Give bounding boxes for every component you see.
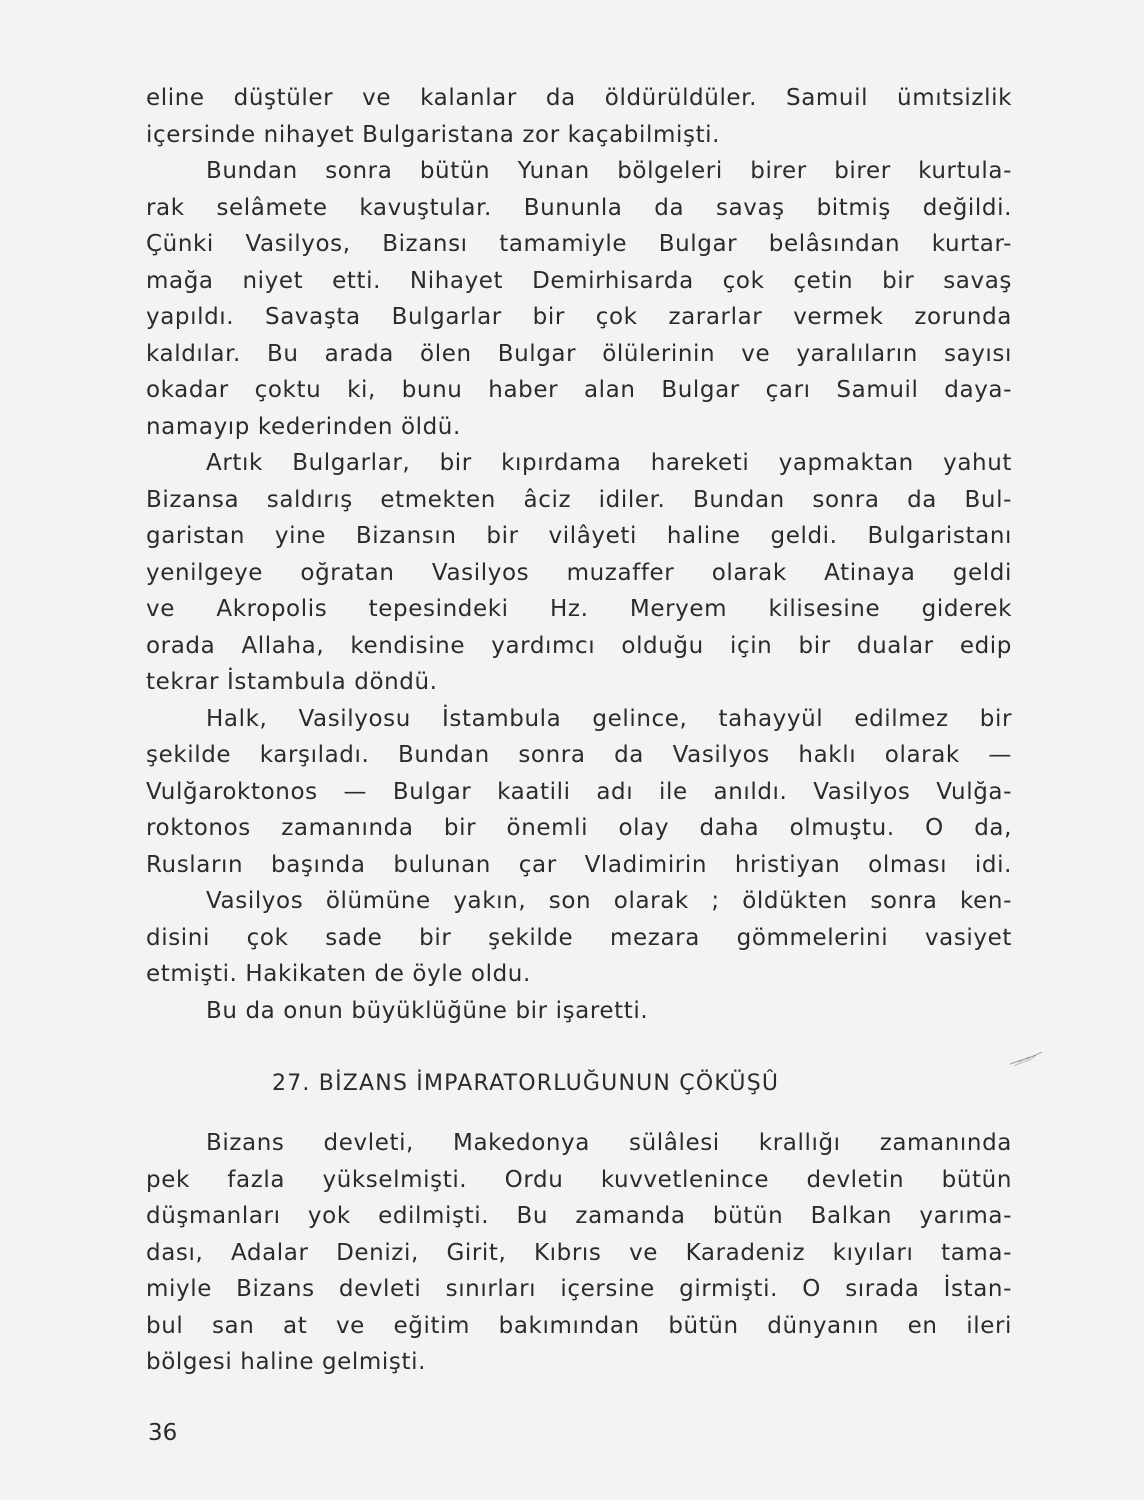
- text-line: Çünki Vasilyos, Bizansı tamamiyle Bulgar belâsından kurtar-: [146, 231, 1012, 257]
- page-number: 36: [148, 1420, 178, 1446]
- text-line: orada Allaha, kendisine yardımcı olduğu için bir dualar edip: [146, 632, 1012, 659]
- text-line: yenilgeye oğratan Vasilyos muzaffer olarak Atinaya geldi: [146, 559, 1012, 586]
- text-line: yapıldı. Savaşta Bulgarlar bir çok zararlar vermek zorunda: [146, 304, 1012, 330]
- text-line: Vasilyos ölümüne yakın, son olarak ; öldükten sonra ken-: [206, 888, 1012, 914]
- text-line: pek fazla yükselmişti. Ordu kuvvetlenince devletin bütün: [146, 1166, 1012, 1193]
- text-line: Rusların başında bulunan çar Vladimirin hristiyan olması idi.: [146, 851, 1012, 878]
- text-line: Bundan sonra bütün Yunan bölgeleri birer birer kurtula-: [206, 158, 1012, 184]
- text-line: Vulğaroktonos — Bulgar kaatili adı ile anıldı. Vasilyos Vulğa-: [146, 778, 1012, 805]
- text-line: Artık Bulgarlar, bir kıpırdama hareketi yapmaktan yahut: [206, 450, 1012, 476]
- text-line: mağa niyet etti. Nihayet Demirhisarda çok çetin bir savaş: [146, 267, 1012, 294]
- text-line: kaldılar. Bu arada ölen Bulgar ölülerinin ve yaralıların sayısı: [146, 340, 1012, 367]
- text-line: tekrar İstambula döndü.: [146, 669, 438, 695]
- text-line: içersinde nihayet Bulgaristana zor kaçabilmişti.: [146, 121, 721, 148]
- body-text-top: [146, 80, 1012, 1029]
- text-line: Bizans devleti, Makedonya sülâlesi krallığı zamanında: [206, 1130, 1012, 1156]
- text-line: okadar çoktu ki, bunu haber alan Bulgar çarı Samuil daya-: [146, 377, 1012, 403]
- text-line: miyle Bizans devleti sınırları içersine girmişti. O sırada İstan-: [146, 1276, 1012, 1302]
- text-line: rak selâmete kavuştular. Bununla da savaş bitmiş değildi.: [146, 194, 1012, 221]
- text-line: dası, Adalar Denizi, Girit, Kıbrıs ve Karadeniz kıyıları tama-: [146, 1239, 1012, 1266]
- text-line: garistan yine Bizansın bir vilâyeti haline geldi. Bulgaristanı: [146, 523, 1012, 549]
- text-line: disini çok sade bir şekilde mezara gömmelerini vasiyet: [146, 924, 1012, 951]
- text-line: şekilde karşıladı. Bundan sonra da Vasilyos haklı olarak —: [146, 742, 1012, 768]
- text-line: roktonos zamanında bir önemli olay daha olmuştu. O da,: [146, 815, 1012, 841]
- text-line: bölgesi haline gelmişti.: [146, 1349, 427, 1375]
- text-line: eline düştüler ve kalanlar da öldürüldüler. Samuil ümıtsizlik: [146, 85, 1012, 111]
- text-line: Bu da onun büyüklüğüne bir işaretti.: [206, 997, 649, 1024]
- text-line: düşmanları yok edilmişti. Bu zamanda bütün Balkan yarıma-: [146, 1203, 1012, 1229]
- body-text-bottom: [146, 1125, 1012, 1381]
- text-line: namayıp kederinden öldü.: [146, 413, 461, 440]
- text-line: ve Akropolis tepesindeki Hz. Meryem kilisesine giderek: [146, 596, 1012, 622]
- text-line: Halk, Vasilyosu İstambula gelince, tahayyül edilmez bir: [206, 705, 1012, 732]
- text-line: Bizansa saldırış etmekten âciz idiler. Bundan sonra da Bul-: [146, 486, 1012, 513]
- ink-smudge-icon: [1008, 1050, 1044, 1068]
- section-heading: 27. BİZANS İMPARATORLUĞUNUN ÇÖKÜŞÛ: [272, 1071, 780, 1096]
- text-line: etmişti. Hakikaten de öyle oldu.: [146, 961, 531, 987]
- text-line: bul san at ve eğitim bakımından bütün dünyanın en ileri: [146, 1312, 1012, 1339]
